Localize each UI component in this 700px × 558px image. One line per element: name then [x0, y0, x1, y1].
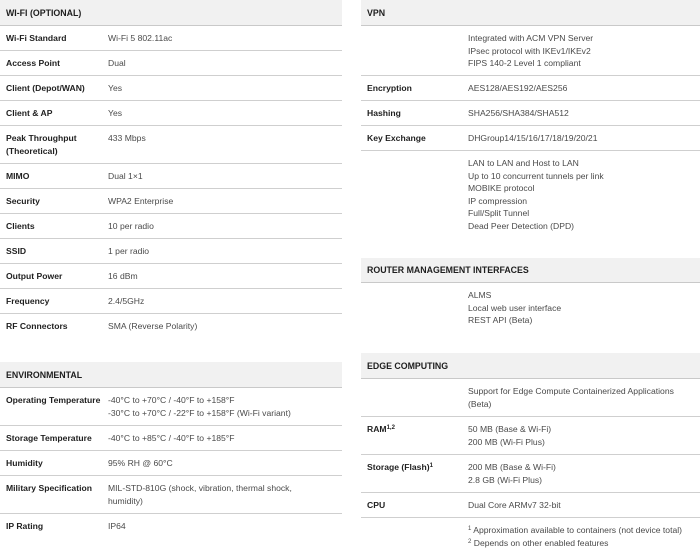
spec-label-text: Encryption: [367, 83, 412, 93]
spec-value: [108, 170, 143, 183]
spec-row-clients: [0, 214, 342, 239]
spec-label: [6, 170, 108, 183]
spec-value-line: Dead Peer Detection (DPD): [468, 220, 575, 231]
spec-value-line: Up to 10 concurrent tunnels per link: [468, 170, 604, 181]
spec-label: [6, 195, 108, 208]
spec-value-line: SHA256/SHA384/SHA512: [468, 108, 569, 118]
spec-value-line: 95% RH @ 60°C: [108, 458, 173, 468]
spec-label: [6, 245, 108, 258]
spec-label: [367, 423, 468, 449]
spec-value: [108, 482, 292, 508]
spec-label: [367, 132, 468, 145]
spec-label: [6, 320, 108, 334]
spec-label-text: Military Specification: [6, 483, 92, 493]
spec-label: [6, 82, 108, 95]
spec-value-line: REST API (Beta): [468, 315, 533, 325]
spec-label-text: Operating Temperature: [6, 395, 101, 405]
spec-label: [6, 220, 108, 233]
spec-value-line: 200 MB (Wi-Fi Plus): [468, 436, 545, 447]
spec-label: [6, 482, 108, 508]
spec-label: [6, 107, 108, 120]
spec-value: [468, 385, 674, 411]
spec-label-text: Key Exchange: [367, 133, 426, 143]
spec-row-blank: [361, 151, 700, 235]
spec-value-line: FIPS 140-2 Level 1 compliant: [468, 58, 581, 68]
footnotes: [361, 518, 700, 554]
footnote-text: Approximation available to containers (not device total): [473, 525, 683, 535]
spec-value: [468, 157, 604, 230]
spec-value-line: MOBIKE protocol: [468, 183, 535, 193]
spec-value-line: IP64: [108, 521, 126, 531]
spec-value-line: 10 per radio: [108, 221, 154, 231]
spec-value-line: Wi-Fi 5 802.11ac: [108, 33, 173, 43]
spec-label-text: RF Connectors: [6, 321, 68, 331]
spec-label-text: Access Point: [6, 58, 60, 68]
spec-label: [367, 289, 468, 328]
spec-value: [468, 289, 561, 328]
spec-row-output-power: [0, 264, 342, 289]
spec-value: [468, 132, 597, 145]
router-management-section: [361, 258, 700, 333]
spec-value: [108, 195, 173, 208]
spec-value-line: Dual: [108, 58, 126, 68]
spec-value-line: 2.4/5GHz: [108, 296, 145, 306]
spacer: [367, 524, 468, 549]
spec-row-blank: [361, 26, 700, 76]
spec-row-rf-connectors: [0, 314, 342, 339]
spec-row-ram: [361, 417, 700, 455]
spec-value-line: humidity): [108, 495, 143, 506]
section-title: ENVIRONMENTAL: [0, 362, 342, 388]
spec-label: [6, 57, 108, 70]
section-title: WI-FI (OPTIONAL): [0, 0, 342, 26]
spec-row-hashing: [361, 101, 700, 126]
spec-label-text: Clients: [6, 221, 35, 231]
spec-value-line: Integrated with ACM VPN Server: [468, 33, 594, 43]
spec-value: [108, 57, 126, 70]
spec-value-line: Support for Edge Compute Containerized Applications: [468, 386, 674, 396]
spec-value-line: IP compression: [468, 195, 528, 206]
footnote: [468, 537, 682, 550]
spec-row-wi-fi-standard: [0, 26, 342, 51]
spec-label-text: Hashing: [367, 108, 401, 118]
spec-value: [108, 270, 138, 283]
spec-row-peak-throughput-theoretical: [0, 126, 342, 164]
spec-label: [6, 394, 108, 420]
spec-label-text: CPU: [367, 500, 386, 510]
spec-value-line: 433 Mbps: [108, 133, 146, 143]
spec-label-text: Client & AP: [6, 108, 53, 118]
spec-label: [367, 157, 468, 230]
spec-row-encryption: [361, 76, 700, 101]
spec-label: [6, 295, 108, 308]
spec-value-line: WPA2 Enterprise: [108, 196, 174, 206]
spec-value-line: ALMS: [468, 290, 492, 300]
spec-value: [468, 107, 569, 120]
spec-row-mimo: [0, 164, 342, 189]
spec-label: [6, 32, 108, 45]
spec-row-storage-temperature: [0, 426, 342, 451]
spec-value-line: Dual Core ARMv7 32-bit: [468, 500, 561, 510]
spec-value: [108, 220, 154, 233]
spec-value: [468, 461, 556, 487]
spec-label: [367, 107, 468, 120]
spec-row-ssid: [0, 239, 342, 264]
spec-value: [468, 32, 593, 70]
spec-label: [367, 461, 468, 487]
section-title: EDGE COMPUTING: [361, 353, 700, 379]
spec-value-line: 1 per radio: [108, 246, 150, 256]
spec-value-line: Local web user interface: [468, 302, 562, 313]
spec-label-text: Frequency: [6, 296, 50, 306]
spec-label-text: MIMO: [6, 171, 30, 181]
spec-value: [108, 82, 122, 95]
footnote-marker: 1,2: [386, 425, 395, 431]
spec-value-line: AES128/AES192/AES256: [468, 83, 568, 93]
spec-value-line: -30°C to +70°C / -22°F to +158°F (Wi-Fi variant): [108, 407, 291, 418]
vpn-section: [361, 0, 700, 235]
spec-value-line: 200 MB (Base & Wi-Fi): [468, 462, 556, 472]
spec-label-text: Humidity: [6, 458, 43, 468]
environmental-section: [0, 362, 342, 539]
footnote-marker: 1: [429, 463, 433, 469]
spec-label: [6, 132, 108, 158]
spec-row-ip-rating: [0, 514, 342, 539]
spec-row-key-exchange: [361, 126, 700, 151]
spec-value-line: SMA (Reverse Polarity): [108, 321, 198, 331]
section-title: ROUTER MANAGEMENT INTERFACES: [361, 258, 700, 283]
spec-row-client-depot-wan: [0, 76, 342, 101]
spec-value: [108, 457, 173, 470]
spec-value-line: 16 dBm: [108, 271, 138, 281]
spec-value-line: LAN to LAN and Host to LAN: [468, 158, 579, 168]
spec-row-storage-flash: [361, 455, 700, 493]
spec-value: [108, 107, 122, 120]
spec-value: [108, 394, 291, 420]
spec-row-access-point: [0, 51, 342, 76]
spec-value: [468, 499, 561, 512]
spec-label-text: Storage Temperature: [6, 433, 92, 443]
footnote: [468, 524, 682, 537]
spec-value-line: Full/Split Tunnel: [468, 208, 530, 218]
spec-value: [108, 320, 197, 334]
spec-row-blank: [361, 379, 700, 417]
spec-label-text: Storage (Flash): [367, 462, 430, 472]
spec-label-text: Client (Depot/WAN): [6, 83, 85, 93]
spec-value: [468, 82, 567, 95]
right-column: [361, 0, 700, 548]
spec-label-text: SSID: [6, 246, 27, 256]
spec-value: [108, 295, 144, 308]
spec-value-line: Yes: [108, 83, 123, 93]
section-title: VPN: [361, 0, 700, 26]
spec-value: [108, 520, 126, 534]
spec-label: [6, 432, 108, 445]
spec-value-line: Yes: [108, 108, 123, 118]
spec-row-blank: [361, 283, 700, 333]
spec-label: [367, 32, 468, 70]
spec-value-line: MIL-STD-810G (shock, vibration, thermal shock,: [108, 483, 292, 493]
spec-row-security: [0, 189, 342, 214]
spec-value-line: 2.8 GB (Wi-Fi Plus): [468, 474, 543, 485]
left-column: [0, 0, 342, 531]
footnote-mark: 2: [468, 538, 472, 545]
spec-value-line: -40°C to +85°C / -40°F to +185°F: [108, 433, 235, 443]
spec-value: [468, 423, 551, 449]
spec-label-text: Security: [6, 196, 40, 206]
spec-label-text: IP Rating: [6, 521, 44, 531]
spec-label-text: Peak Throughput (Theoretical): [6, 133, 77, 156]
spec-value-line: DHGroup14/15/16/17/18/19/20/21: [468, 133, 598, 143]
spec-label: [367, 385, 468, 411]
spec-label: [6, 270, 108, 283]
spec-value-line: Dual 1×1: [108, 171, 143, 181]
spec-label: [6, 457, 108, 470]
wifi-section: [0, 0, 342, 339]
spec-row-frequency: [0, 289, 342, 314]
spec-row-military-specification: [0, 476, 342, 514]
spec-label-text: RAM: [367, 424, 387, 434]
edge-computing-section: [361, 353, 700, 554]
spec-value: [108, 432, 234, 445]
spec-value: [108, 245, 149, 258]
spec-value: [108, 132, 146, 158]
footnote-mark: 1: [468, 526, 472, 532]
spec-label-text: Output Power: [6, 271, 63, 281]
spec-value: [108, 32, 172, 45]
spec-value-line: IPsec protocol with IKEv1/IKEv2: [468, 45, 591, 56]
footnote-text: Depends on other enabled features: [473, 537, 609, 548]
spec-value-line: (Beta): [468, 398, 492, 409]
spec-row-client-ap: [0, 101, 342, 126]
spec-row-humidity: [0, 451, 342, 476]
spec-label: [6, 520, 108, 534]
spec-value-line: 50 MB (Base & Wi-Fi): [468, 424, 552, 434]
spec-row-operating-temperature: [0, 388, 342, 426]
spec-row-cpu: [361, 493, 700, 518]
spec-value-line: -40°C to +70°C / -40°F to +158°F: [108, 395, 235, 405]
spec-label: [367, 82, 468, 95]
spec-label: [367, 499, 468, 512]
spec-label-text: Wi-Fi Standard: [6, 33, 67, 43]
footnote-list: [468, 524, 682, 549]
